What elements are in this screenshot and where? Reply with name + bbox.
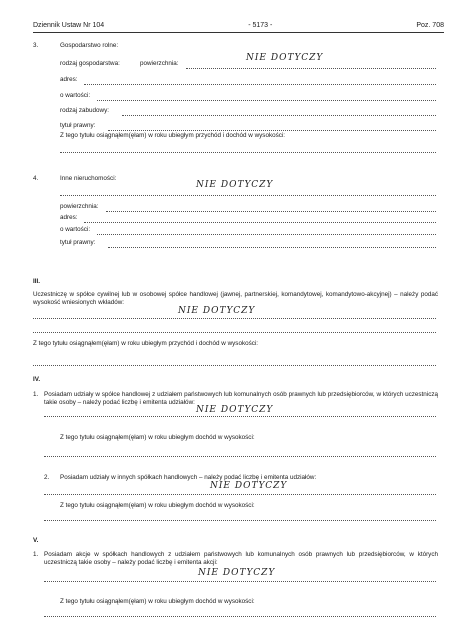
part4-item2-handwritten-answer: NIE DOTYCZY	[210, 481, 288, 491]
part3-text: Uczestniczę w spółce cywilnej lub w osobowej spółce handlowej (jawnej, partnerskiej, komandytowej, komandytowo-akcyjnej) – należy podać wysokość wniesionych wkładów:	[33, 291, 438, 306]
property-address-label: adres:	[60, 214, 78, 221]
property-legal-title-label: tytuł prawny:	[60, 239, 96, 246]
farm-type-label: rodzaj gospodarstwa:	[60, 60, 120, 67]
property-handwritten-answer: NIE DOTYCZY	[196, 180, 274, 190]
property-legal-title-field[interactable]	[108, 247, 436, 248]
part4-item2-income-field[interactable]	[44, 520, 436, 521]
part5-item1-text: Posiadam akcje w spółkach handlowych z udziałem państwowych lub komunalnych osób prawnych lub przedsiębiorców, w których uczestniczą takie osoby – należy podać liczbę i emitenta akcji:	[44, 551, 438, 566]
farm-address-label: adres:	[60, 76, 78, 83]
property-value-label: o wartości:	[60, 226, 91, 233]
farm-area-field[interactable]	[186, 68, 436, 69]
property-area-field[interactable]	[106, 211, 436, 212]
farm-area-label: powierzchnia:	[140, 60, 179, 67]
part3-handwritten-answer: NIE DOTYCZY	[178, 306, 256, 316]
part4-item1-income-label: Z tego tytułu osiągnąłem(ęłam) w roku ubiegłym dochód w wysokości:	[60, 434, 255, 441]
part4-item2-number: 2.	[44, 474, 50, 481]
part4-heading: IV.	[33, 376, 41, 383]
journal-title: Dziennik Ustaw Nr 104	[33, 21, 105, 29]
part4-item1-shares-field[interactable]	[44, 416, 436, 417]
section3-title: Gospodarstwo rolne:	[60, 42, 119, 49]
part4-item2-shares-field[interactable]	[44, 494, 436, 495]
section4-title: Inne nieruchomości:	[60, 175, 117, 182]
section4-number: 4.	[33, 175, 39, 182]
part5-item1-income-field[interactable]	[44, 616, 436, 617]
farm-income-label: Z tego tytułu osiągnąłem(ęłam) w roku ubiegłym przychód i dochód w wysokości:	[60, 132, 286, 139]
farm-buildings-label: rodzaj zabudowy:	[60, 107, 110, 114]
property-address-field[interactable]	[84, 222, 436, 223]
part3-contributions-field[interactable]	[33, 318, 436, 319]
part3-heading: III.	[33, 278, 40, 285]
farm-value-field[interactable]	[97, 100, 436, 101]
part4-item1-number: 1.	[33, 391, 39, 398]
farm-address-field[interactable]	[84, 84, 436, 85]
page-number: - 5173 -	[248, 21, 273, 29]
farm-buildings-field[interactable]	[122, 115, 436, 116]
section3-number: 3.	[33, 42, 39, 49]
farm-income-field[interactable]	[60, 152, 436, 153]
part4-item2-text: Posiadam udziały w innych spółkach handlowych – należy podać liczbę i emitenta udziałów:	[60, 474, 317, 481]
part5-item1-handwritten-answer: NIE DOTYCZY	[198, 568, 276, 578]
part5-heading: V.	[33, 537, 39, 544]
part5-item1-shares-field[interactable]	[44, 581, 436, 582]
part4-item2-income-label: Z tego tytułu osiągnąłem(ęłam) w roku ubiegłym dochód w wysokości:	[60, 502, 255, 509]
farm-handwritten-answer: NIE DOTYCZY	[246, 53, 324, 63]
part3-contributions-field-2[interactable]	[33, 332, 436, 333]
property-area-label: powierzchnia:	[60, 203, 99, 210]
part5-item1-income-label: Z tego tytułu osiągnąłem(ęłam) w roku ubiegłym dochód w wysokości:	[60, 598, 255, 605]
farm-legal-title-label: tytuł prawny:	[60, 122, 96, 129]
farm-legal-title-field[interactable]	[108, 130, 436, 131]
part4-item1-handwritten-answer: NIE DOTYCZY	[196, 405, 274, 415]
part3-income-label: Z tego tytułu osiągnąłem(ęłam) w roku ubiegłym przychód i dochód w wysokości:	[33, 340, 259, 347]
part4-item1-text: Posiadam udziały w spółce handlowej z udziałem państwowych lub komunalnych osób prawnych lub przedsiębiorców, w których uczestniczą takie osoby – należy podać liczbę i emitenta udziałów:	[44, 391, 438, 406]
property-value-field[interactable]	[97, 234, 436, 235]
part4-item1-income-field[interactable]	[44, 456, 436, 457]
part3-income-field[interactable]	[33, 365, 436, 366]
farm-value-label: o wartości:	[60, 92, 91, 99]
page-header	[33, 20, 444, 33]
part5-item1-number: 1.	[33, 551, 39, 558]
position-number: Poz. 708	[416, 21, 444, 29]
property-description-field[interactable]	[60, 195, 436, 196]
